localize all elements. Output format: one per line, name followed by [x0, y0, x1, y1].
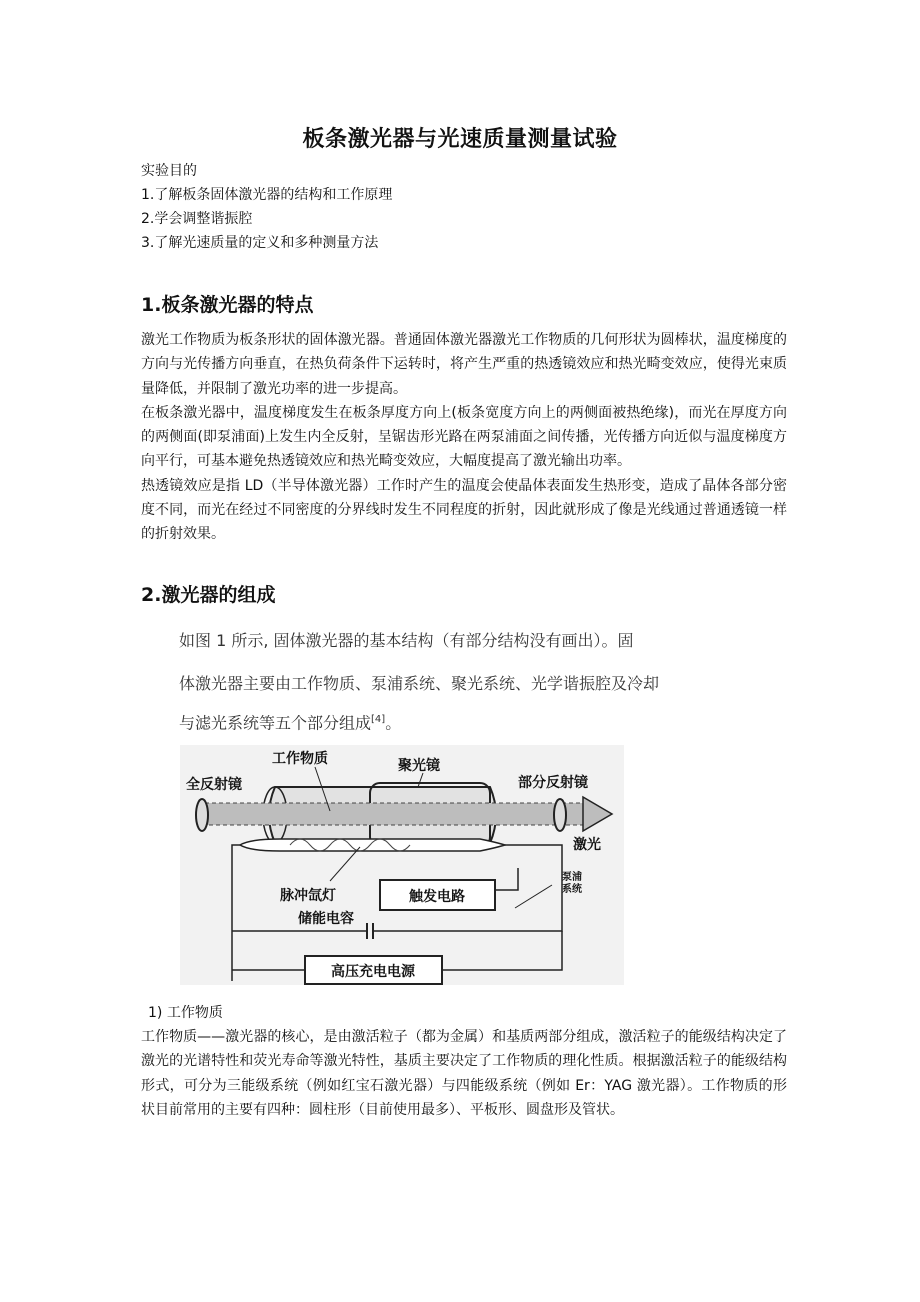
- label-partial-mirror: 部分反射镜: [518, 775, 588, 791]
- section1-paragraph: 在板条激光器中，温度梯度发生在板条厚度方向上(板条宽度方向上的两侧面被热绝缘)，而光在厚度方向的两侧面(即泵浦面)上发生内全反射，呈锯齿形光路在两泵浦面之间传播，光传播方向近似与温度梯度方向平行，可基本避免热透镜效应和热光畸变效应，大幅度提高了激光输出功率。: [141, 404, 787, 470]
- section1-heading: 1.板条激光器的特点: [141, 294, 314, 316]
- label-condenser: 聚光镜: [398, 758, 440, 774]
- section1-paragraph: 热透镜效应是指 LD（半导体激光器）工作时产生的温度会使晶体表面发生热形变，造成了晶体各部分密度不同，而光在经过不同密度的分界线时发生不同程度的折射，因此就形成了像是光线通过普通透镜一样的折射效果。: [141, 477, 787, 543]
- partial-mirror: [554, 799, 566, 831]
- full-mirror: [196, 799, 208, 831]
- label-work-medium: 工作物质: [272, 751, 328, 767]
- label-pump-2: 系统: [562, 884, 582, 895]
- section1-body: [141, 328, 787, 547]
- objectives-heading: 实验目的: [141, 163, 197, 179]
- label-pump-1: 泵浦: [562, 872, 582, 883]
- section1-paragraph: 激光工作物质为板条形状的固体激光器。普通固体激光器激光工作物质的几何形状为圆棒状，温度梯度的方向与光传播方向垂直，在热负荷条件下运转时，将产生严重的热透镜效应和热光畸变效应，使得光束质量降低，并限制了激光功率的进一步提高。: [141, 332, 787, 397]
- objective-item: 2.学会调整谐振腔: [141, 211, 253, 227]
- quote-line: 如图 1 所示, 固体激光器的基本结构（有部分结构没有画出）。固: [179, 631, 634, 650]
- objective-item: 3.了解光速质量的定义和多种测量方法: [141, 235, 379, 251]
- laser-structure-figure: [180, 745, 624, 985]
- label-power: 高压充电电源: [331, 964, 415, 980]
- label-full-mirror: 全反射镜: [186, 777, 242, 793]
- flash-lamp: [240, 839, 505, 851]
- section2-heading: 2.激光器的组成: [141, 584, 276, 606]
- label-trigger: 触发电路: [409, 889, 465, 905]
- subsection-body: 工作物质——激光器的核心，是由激活粒子（都为金属）和基质两部分组成，激活粒子的能级结构决定了激光的光谱特性和荧光寿命等激光特性，基质主要决定了工作物质的理化性质。根据激活粒子的能级结构形式，可分为三能级系统（例如红宝石激光器）与四能级系统（例如 Er：YAG 激光器）。工作物质的形状目前常用的主要有四种：圆柱形（目前使用最多）、平板形、圆盘形及管状。: [141, 1029, 787, 1118]
- label-laser: 激光: [573, 837, 601, 853]
- quote-line: 与滤光系统等五个部分组成: [179, 713, 372, 733]
- laser-beam: [198, 803, 583, 825]
- subsection-heading: 1) 工作物质: [148, 1005, 223, 1021]
- laser-diagram: [180, 745, 624, 985]
- page-title: 板条激光器与光速质量测量试验: [302, 127, 618, 152]
- quote-line: 体激光器主要由工作物质、泵浦系统、聚光系统、光学谐振腔及冷却: [179, 674, 660, 693]
- citation-ref: [4]: [371, 714, 386, 725]
- label-lamp: 脉冲氙灯: [280, 888, 336, 904]
- quote-end: 。: [385, 713, 402, 733]
- quote-line-last: [179, 700, 401, 743]
- label-capacitor: 储能电容: [298, 911, 354, 927]
- objective-item: 1.了解板条固体激光器的结构和工作原理: [141, 187, 393, 203]
